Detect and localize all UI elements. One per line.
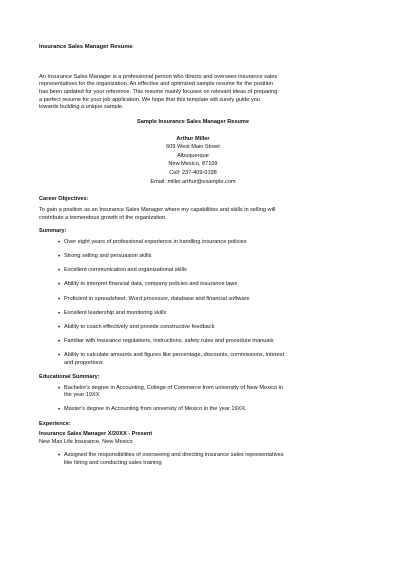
intro-paragraph: An Insurance Sales Manager is a professional person who directs and oversees insurance sales representatives for the organization. An effective and optimized sample resume for the position has been updated for your reference. This resume mainly focuses on relevant ideas of preparing a perfect resume for your job application. We hope that this template will surely guide you towards building a unique sample. — [39, 73, 278, 111]
sample-header — [39, 118, 377, 187]
summary-list — [39, 239, 377, 368]
list-item: • Ability to interpret financial data, company policies and insurance laws — [61, 281, 286, 289]
career-objectives-text: To gain a position as an Insurance Sales Manager where my capabilities and skills in selling will contribute a tremendous growth of the organization. — [39, 207, 276, 221]
document-title: Insurance Sales Manager Resume — [39, 44, 133, 50]
list-item: • Bachelor's degree in Accounting, College of Commerce from university of New Mexico in the year 19XX — [61, 385, 286, 400]
address-city: Albuquerque — [177, 152, 209, 159]
list-item: • Excellent leadership and monitoring skills — [61, 310, 286, 318]
education-heading: Educational Summary: — [39, 374, 100, 381]
address-state-zip: New Mexico, 87109 — [168, 161, 218, 168]
list-item: • Ability to coach effectively and provide constructive feedback — [61, 324, 286, 332]
email-address: Email: miller.arthur@example.com — [150, 178, 236, 185]
list-item: • Over eight years of professional experience in handling insurance policies — [61, 239, 286, 247]
list-item: • Excellent communication and organizational skills — [61, 267, 286, 275]
phone-number: Cell: 237-409-0198 — [169, 170, 217, 177]
summary-heading: Summary: — [39, 228, 67, 235]
list-item: • Familiar with insurance regulations, instructions, safety rules and procedure manuals — [61, 338, 286, 346]
career-objectives-heading: Career Objectives: — [39, 196, 89, 203]
sample-resume-title: Sample Insurance Sales Manager Resume — [137, 118, 249, 125]
company-name: New Max Life Insurance, New Mexico — [39, 438, 133, 445]
experience-list — [39, 452, 377, 467]
list-item: • Proficient in spreadsheet, Word processor, database and financial software — [61, 296, 286, 304]
list-item: • Assigned the responsibilities of overseeing and directing insurance sales representatives like hiring and conducting sales training — [61, 452, 286, 467]
list-item: • Master's degree in Accounting from university of Mexico in the year 19XX. — [61, 406, 286, 414]
address-street: 609 West Main Street — [166, 144, 220, 151]
list-item: • Strong selling and persuasion skills — [61, 253, 286, 261]
list-item: • Ability to calculate amounts and figures like percentage, discounts, commissions, interest and proportions — [61, 352, 286, 367]
candidate-name: Arthur Miller — [176, 135, 210, 142]
job-title: Insurance Sales Manager X/20XX - Present — [39, 431, 153, 438]
experience-heading: Experience: — [39, 420, 71, 427]
education-list — [39, 385, 377, 414]
